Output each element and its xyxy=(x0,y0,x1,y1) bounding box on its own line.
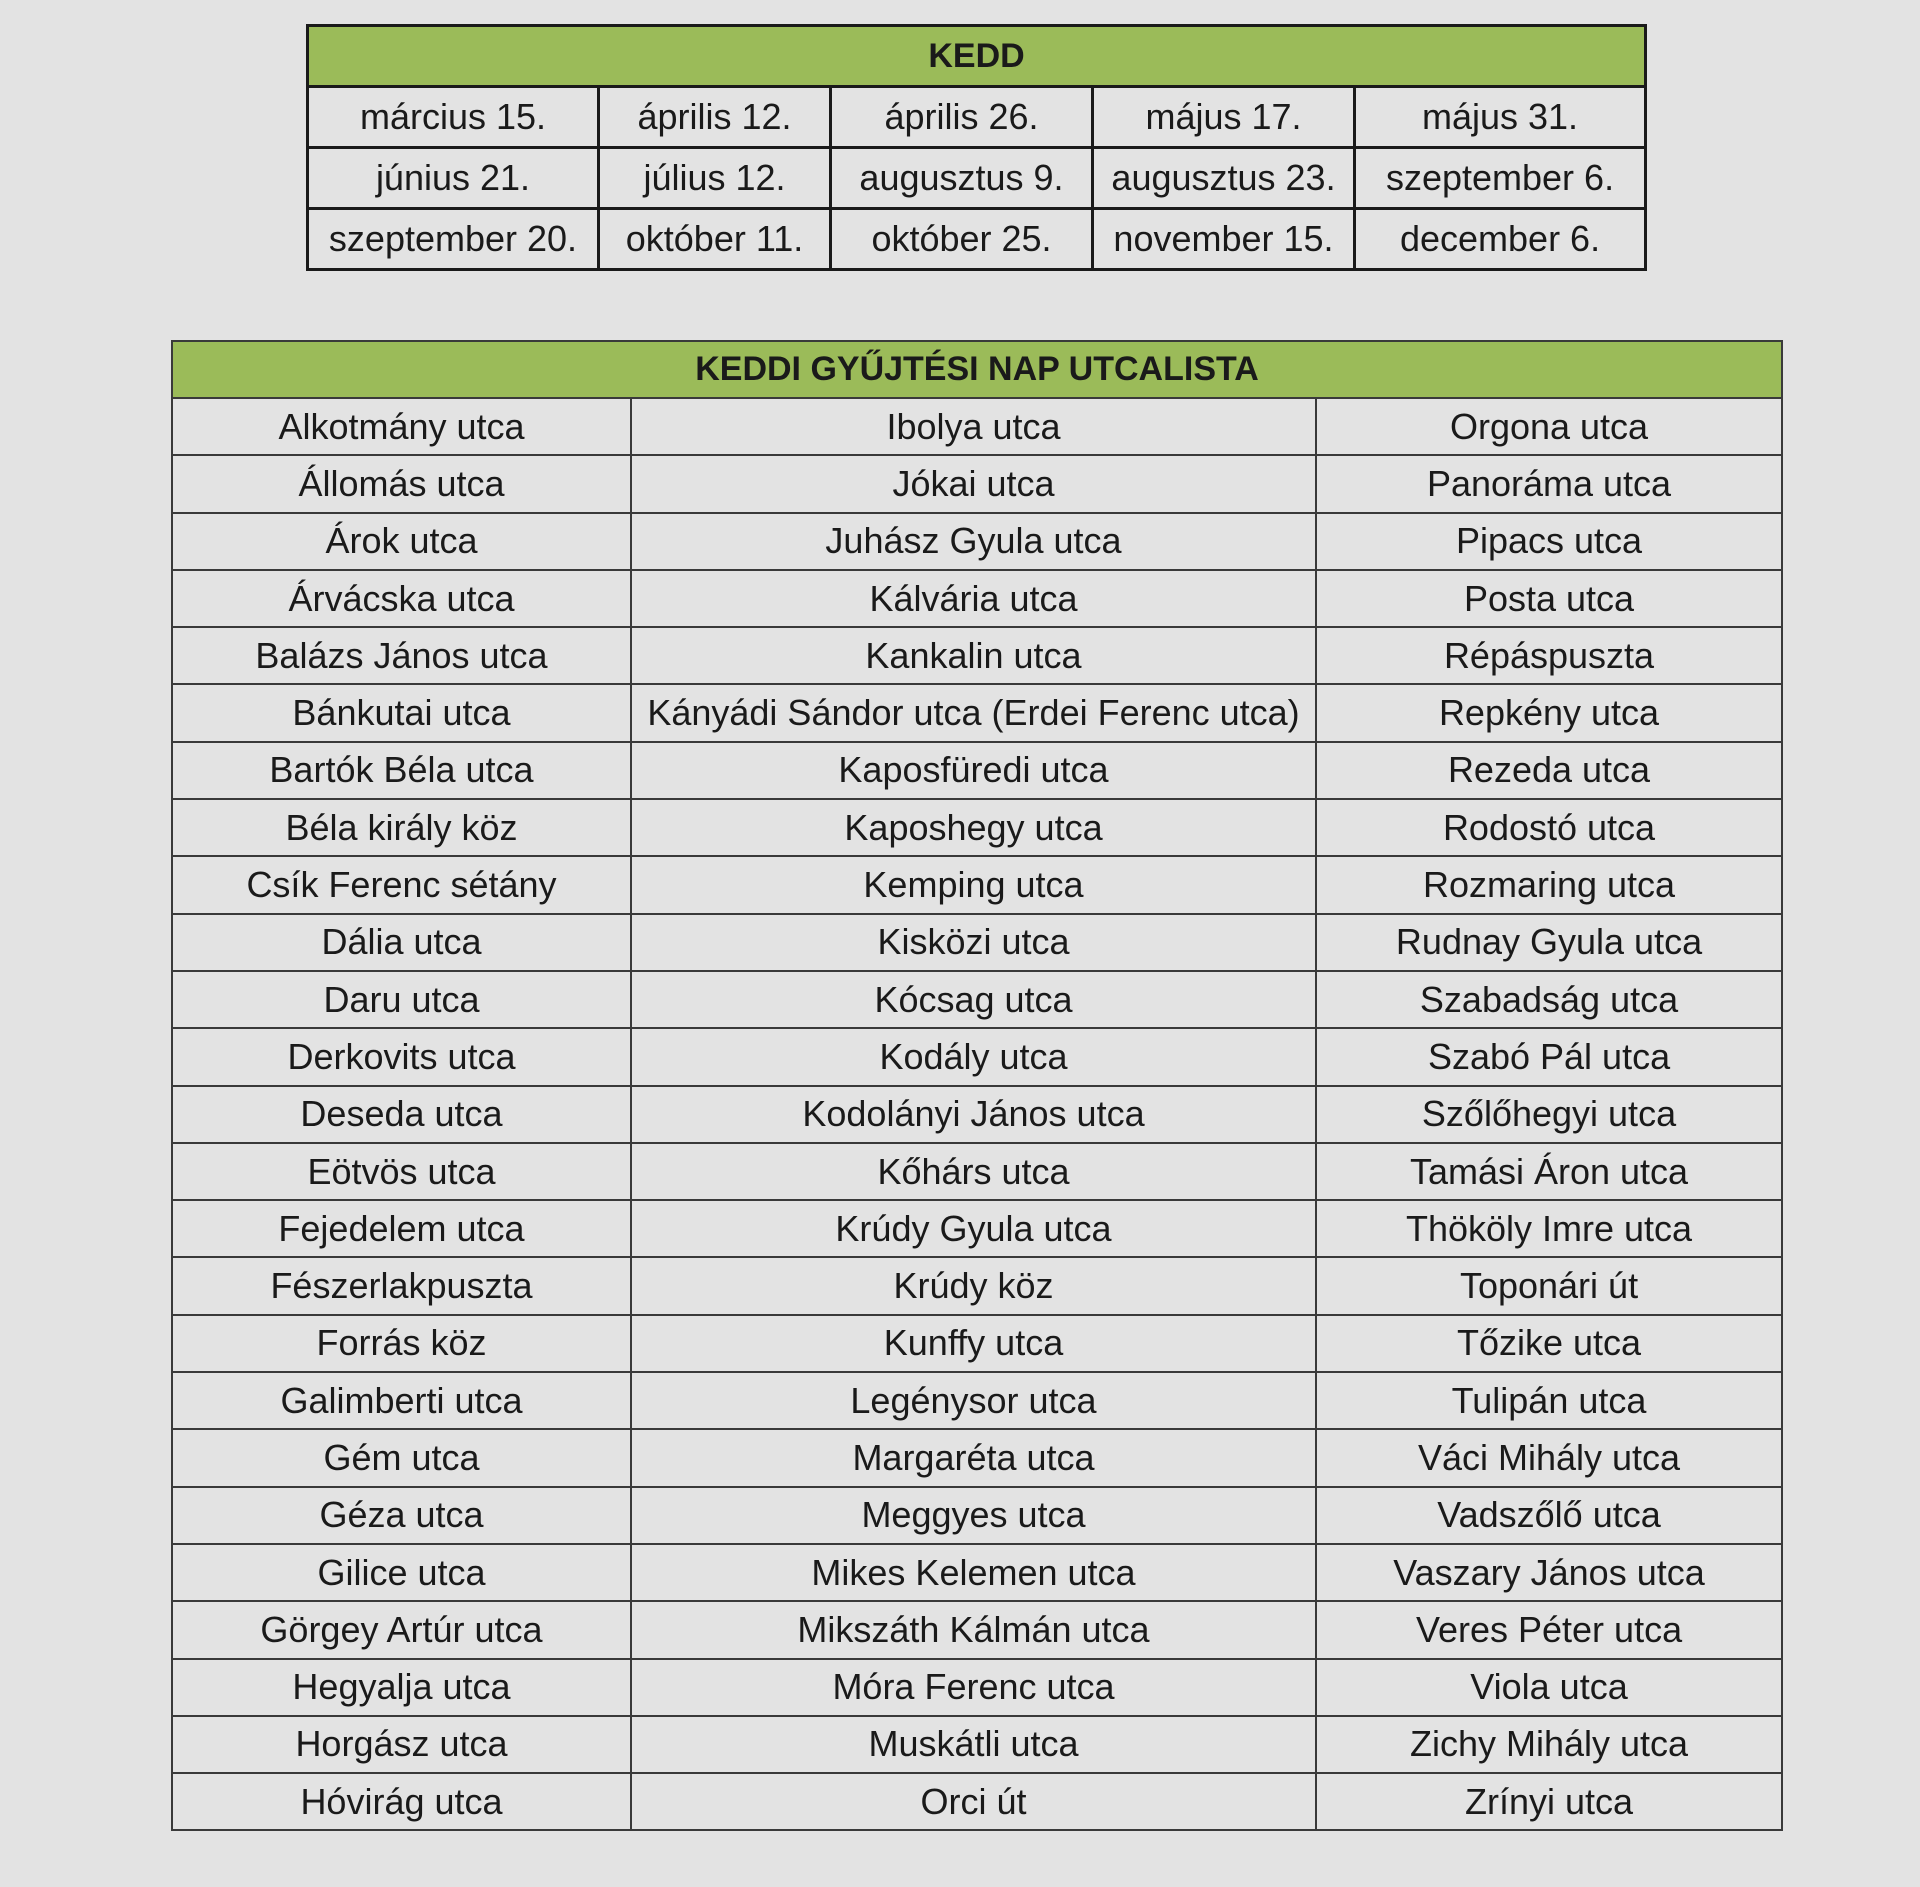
street-cell: Kaposhegy utca xyxy=(631,799,1316,856)
street-cell: Csík Ferenc sétány xyxy=(172,856,631,913)
street-cell: Kálvária utca xyxy=(631,570,1316,627)
street-cell: Mikszáth Kálmán utca xyxy=(631,1601,1316,1658)
street-cell: Fejedelem utca xyxy=(172,1200,631,1257)
date-cell: május 17. xyxy=(1093,87,1355,148)
street-cell: Vadszőlő utca xyxy=(1316,1487,1782,1544)
street-row xyxy=(172,1028,1782,1085)
street-cell: Muskátli utca xyxy=(631,1716,1316,1773)
street-cell: Kisközi utca xyxy=(631,914,1316,971)
dates-table-title: KEDD xyxy=(308,26,1646,87)
street-row xyxy=(172,1086,1782,1143)
street-cell: Kodolányi János utca xyxy=(631,1086,1316,1143)
street-row xyxy=(172,398,1782,455)
street-list-title: KEDDI GYŰJTÉSI NAP UTCALISTA xyxy=(172,341,1782,398)
street-cell: Béla király köz xyxy=(172,799,631,856)
street-cell: Eötvös utca xyxy=(172,1143,631,1200)
street-row xyxy=(172,1659,1782,1716)
date-cell: június 21. xyxy=(308,148,599,209)
street-cell: Árvácska utca xyxy=(172,570,631,627)
street-cell: Alkotmány utca xyxy=(172,398,631,455)
street-row xyxy=(172,1487,1782,1544)
date-cell: július 12. xyxy=(599,148,831,209)
date-cell: szeptember 20. xyxy=(308,209,599,270)
street-cell: Pipacs utca xyxy=(1316,513,1782,570)
street-cell: Gém utca xyxy=(172,1429,631,1486)
street-row xyxy=(172,570,1782,627)
street-row xyxy=(172,1315,1782,1372)
street-cell: Repkény utca xyxy=(1316,684,1782,741)
street-cell: Szabadság utca xyxy=(1316,971,1782,1028)
street-cell: Hóvirág utca xyxy=(172,1773,631,1830)
street-cell: Árok utca xyxy=(172,513,631,570)
street-cell: Krúdy köz xyxy=(631,1257,1316,1314)
street-cell: Krúdy Gyula utca xyxy=(631,1200,1316,1257)
street-cell: Móra Ferenc utca xyxy=(631,1659,1316,1716)
street-cell: Vaszary János utca xyxy=(1316,1544,1782,1601)
street-row xyxy=(172,742,1782,799)
dates-row xyxy=(308,148,1646,209)
street-cell: Galimberti utca xyxy=(172,1372,631,1429)
date-cell: április 26. xyxy=(831,87,1093,148)
street-cell: Kaposfüredi utca xyxy=(631,742,1316,799)
date-cell: november 15. xyxy=(1093,209,1355,270)
street-cell: Hegyalja utca xyxy=(172,1659,631,1716)
street-row xyxy=(172,799,1782,856)
street-cell: Balázs János utca xyxy=(172,627,631,684)
date-cell: október 11. xyxy=(599,209,831,270)
street-row xyxy=(172,1601,1782,1658)
street-row xyxy=(172,971,1782,1028)
street-cell: Deseda utca xyxy=(172,1086,631,1143)
street-cell: Váci Mihály utca xyxy=(1316,1429,1782,1486)
date-cell: december 6. xyxy=(1355,209,1646,270)
date-cell: augusztus 23. xyxy=(1093,148,1355,209)
date-cell: szeptember 6. xyxy=(1355,148,1646,209)
street-cell: Rezeda utca xyxy=(1316,742,1782,799)
street-cell: Kemping utca xyxy=(631,856,1316,913)
street-cell: Dália utca xyxy=(172,914,631,971)
collection-dates-table xyxy=(306,24,1647,271)
streets-header-row xyxy=(172,341,1782,398)
street-cell: Géza utca xyxy=(172,1487,631,1544)
street-row xyxy=(172,455,1782,512)
dates-row xyxy=(308,209,1646,270)
street-row xyxy=(172,1372,1782,1429)
street-cell: Bánkutai utca xyxy=(172,684,631,741)
date-cell: április 12. xyxy=(599,87,831,148)
street-cell: Panoráma utca xyxy=(1316,455,1782,512)
street-row xyxy=(172,856,1782,913)
street-cell: Kankalin utca xyxy=(631,627,1316,684)
street-row xyxy=(172,1257,1782,1314)
street-cell: Szőlőhegyi utca xyxy=(1316,1086,1782,1143)
street-cell: Mikes Kelemen utca xyxy=(631,1544,1316,1601)
street-list-body xyxy=(172,398,1782,1830)
street-cell: Kőhárs utca xyxy=(631,1143,1316,1200)
street-cell: Jókai utca xyxy=(631,455,1316,512)
street-cell: Rodostó utca xyxy=(1316,799,1782,856)
street-cell: Rudnay Gyula utca xyxy=(1316,914,1782,971)
street-cell: Kodály utca xyxy=(631,1028,1316,1085)
street-cell: Kányádi Sándor utca (Erdei Ferenc utca) xyxy=(631,684,1316,741)
street-cell: Tőzike utca xyxy=(1316,1315,1782,1372)
street-cell: Meggyes utca xyxy=(631,1487,1316,1544)
street-cell: Zichy Mihály utca xyxy=(1316,1716,1782,1773)
street-row xyxy=(172,1716,1782,1773)
street-cell: Posta utca xyxy=(1316,570,1782,627)
street-cell: Thököly Imre utca xyxy=(1316,1200,1782,1257)
street-cell: Kócsag utca xyxy=(631,971,1316,1028)
street-row xyxy=(172,1143,1782,1200)
street-cell: Rozmaring utca xyxy=(1316,856,1782,913)
street-cell: Tamási Áron utca xyxy=(1316,1143,1782,1200)
date-cell: március 15. xyxy=(308,87,599,148)
street-cell: Görgey Artúr utca xyxy=(172,1601,631,1658)
street-cell: Daru utca xyxy=(172,971,631,1028)
street-cell: Legénysor utca xyxy=(631,1372,1316,1429)
street-cell: Juhász Gyula utca xyxy=(631,513,1316,570)
street-cell: Veres Péter utca xyxy=(1316,1601,1782,1658)
dates-table-body xyxy=(308,87,1646,270)
street-cell: Bartók Béla utca xyxy=(172,742,631,799)
street-list-table xyxy=(171,340,1783,1831)
date-cell: május 31. xyxy=(1355,87,1646,148)
street-row xyxy=(172,1773,1782,1830)
street-row xyxy=(172,914,1782,971)
street-row xyxy=(172,684,1782,741)
street-row xyxy=(172,1429,1782,1486)
street-row xyxy=(172,627,1782,684)
street-cell: Horgász utca xyxy=(172,1716,631,1773)
street-cell: Margaréta utca xyxy=(631,1429,1316,1486)
street-cell: Zrínyi utca xyxy=(1316,1773,1782,1830)
street-row xyxy=(172,1200,1782,1257)
street-cell: Fészerlakpuszta xyxy=(172,1257,631,1314)
street-cell: Viola utca xyxy=(1316,1659,1782,1716)
street-cell: Kunffy utca xyxy=(631,1315,1316,1372)
street-cell: Derkovits utca xyxy=(172,1028,631,1085)
date-cell: augusztus 9. xyxy=(831,148,1093,209)
street-cell: Ibolya utca xyxy=(631,398,1316,455)
street-cell: Tulipán utca xyxy=(1316,1372,1782,1429)
street-cell: Orci út xyxy=(631,1773,1316,1830)
street-cell: Forrás köz xyxy=(172,1315,631,1372)
date-cell: október 25. xyxy=(831,209,1093,270)
street-cell: Orgona utca xyxy=(1316,398,1782,455)
street-row xyxy=(172,513,1782,570)
street-cell: Gilice utca xyxy=(172,1544,631,1601)
street-cell: Toponári út xyxy=(1316,1257,1782,1314)
street-cell: Répáspuszta xyxy=(1316,627,1782,684)
dates-row xyxy=(308,87,1646,148)
street-cell: Állomás utca xyxy=(172,455,631,512)
street-row xyxy=(172,1544,1782,1601)
street-cell: Szabó Pál utca xyxy=(1316,1028,1782,1085)
dates-header-row xyxy=(308,26,1646,87)
